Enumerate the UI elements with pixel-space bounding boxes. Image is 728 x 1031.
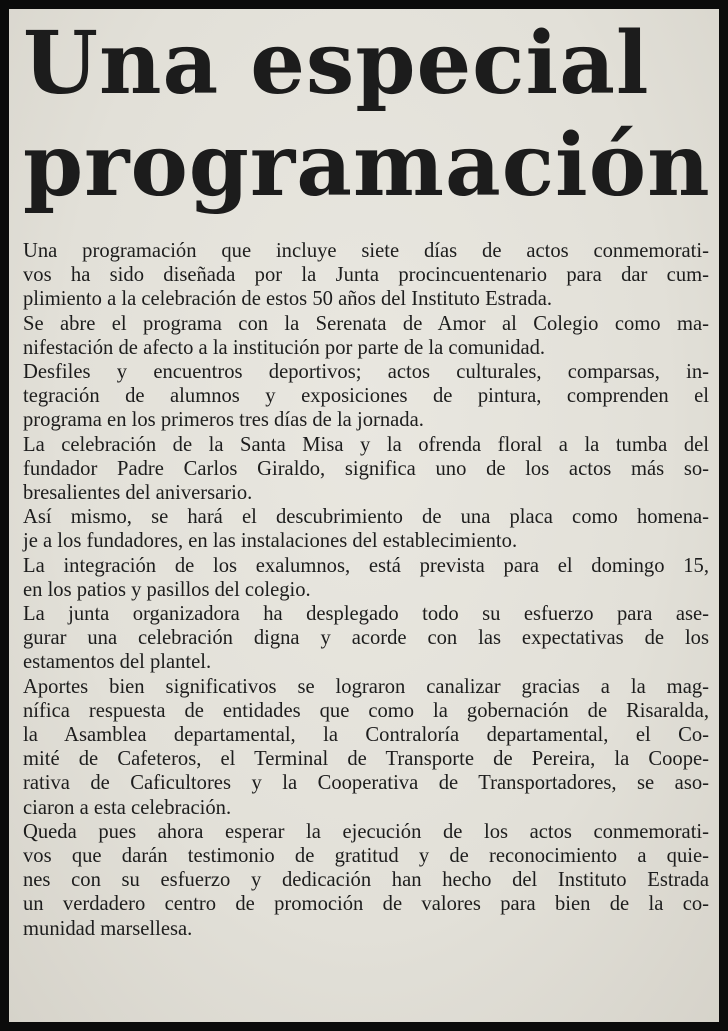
headline [23,13,713,217]
body-text-line: ciaron a esta celebración. [23,796,232,819]
body-text-line: La junta organizadora ha desplegado todo su esfuerzo para ase- [23,603,709,626]
body-text-line: nifestación de afecto a la institución por parte de la comunidad. [23,336,546,359]
body-text-line: La integración de los exalumnos, está prevista para el domingo 15, [23,554,709,577]
body-text-line: programa en los primeros tres días de la jornada. [23,409,424,432]
newspaper-clipping [9,9,719,1022]
body-text-line: Desfiles y encuentros deportivos; actos culturales, comparsas, in- [23,361,709,384]
headline-line-2: programación [23,115,711,216]
body-text-line: vos ha sido diseñada por la Junta procincuentenario para dar cum- [23,264,709,287]
headline-line-1: Una especial [23,13,650,114]
body-text-line: en los patios y pasillos del colegio. [23,578,311,601]
body-text-line: estamentos del plantel. [23,651,212,674]
body-text-line: Queda pues ahora esperar la ejecución de los actos conmemorati- [23,820,709,843]
article-body [23,239,709,941]
body-text-line: un verdadero centro de promoción de valores para bien de la co- [23,893,709,916]
body-text-line: nes con su esfuerzo y dedicación han hecho del Instituto Estrada [23,869,709,892]
body-text-line: plimiento a la celebración de estos 50 años del Instituto Estrada. [23,288,552,311]
body-text-line: je a los fundadores, en las instalaciones del establecimiento. [23,530,518,553]
body-text-line: fundador Padre Carlos Giraldo, significa uno de los actos más so- [23,457,709,480]
body-text-line: gurar una celebración digna y acorde con las expectativas de los [23,627,709,650]
body-text-line: Así mismo, se hará el descubrimiento de una placa como homena- [23,506,709,529]
body-text-line: Una programación que incluye siete días de actos conmemorati- [23,240,709,262]
body-text-line: tegración de alumnos y exposiciones de pintura, comprenden el [23,385,709,408]
body-text-line: nífica respuesta de entidades que como la gobernación de Risaralda, [23,699,709,722]
body-text-line: Aportes bien significativos se lograron canalizar gracias a la mag- [23,675,709,698]
body-text-line: la Asamblea departamental, la Contraloría departamental, el Co- [23,724,709,747]
body-text-line: mité de Cafeteros, el Terminal de Transporte de Pereira, la Coope- [23,748,709,771]
body-text-line: munidad marsellesa. [23,917,193,940]
body-text-line: Se abre el programa con la Serenata de Amor al Colegio como ma- [23,312,709,335]
body-text-line: La celebración de la Santa Misa y la ofrenda floral a la tumba del [23,433,709,456]
body-text-line: bresalientes del aniversario. [23,482,253,505]
body-text-line: vos que darán testimonio de gratitud y de reconocimiento a quie- [23,845,709,868]
body-text-line: rativa de Caficultores y la Cooperativa de Transportadores, se aso- [23,772,709,795]
